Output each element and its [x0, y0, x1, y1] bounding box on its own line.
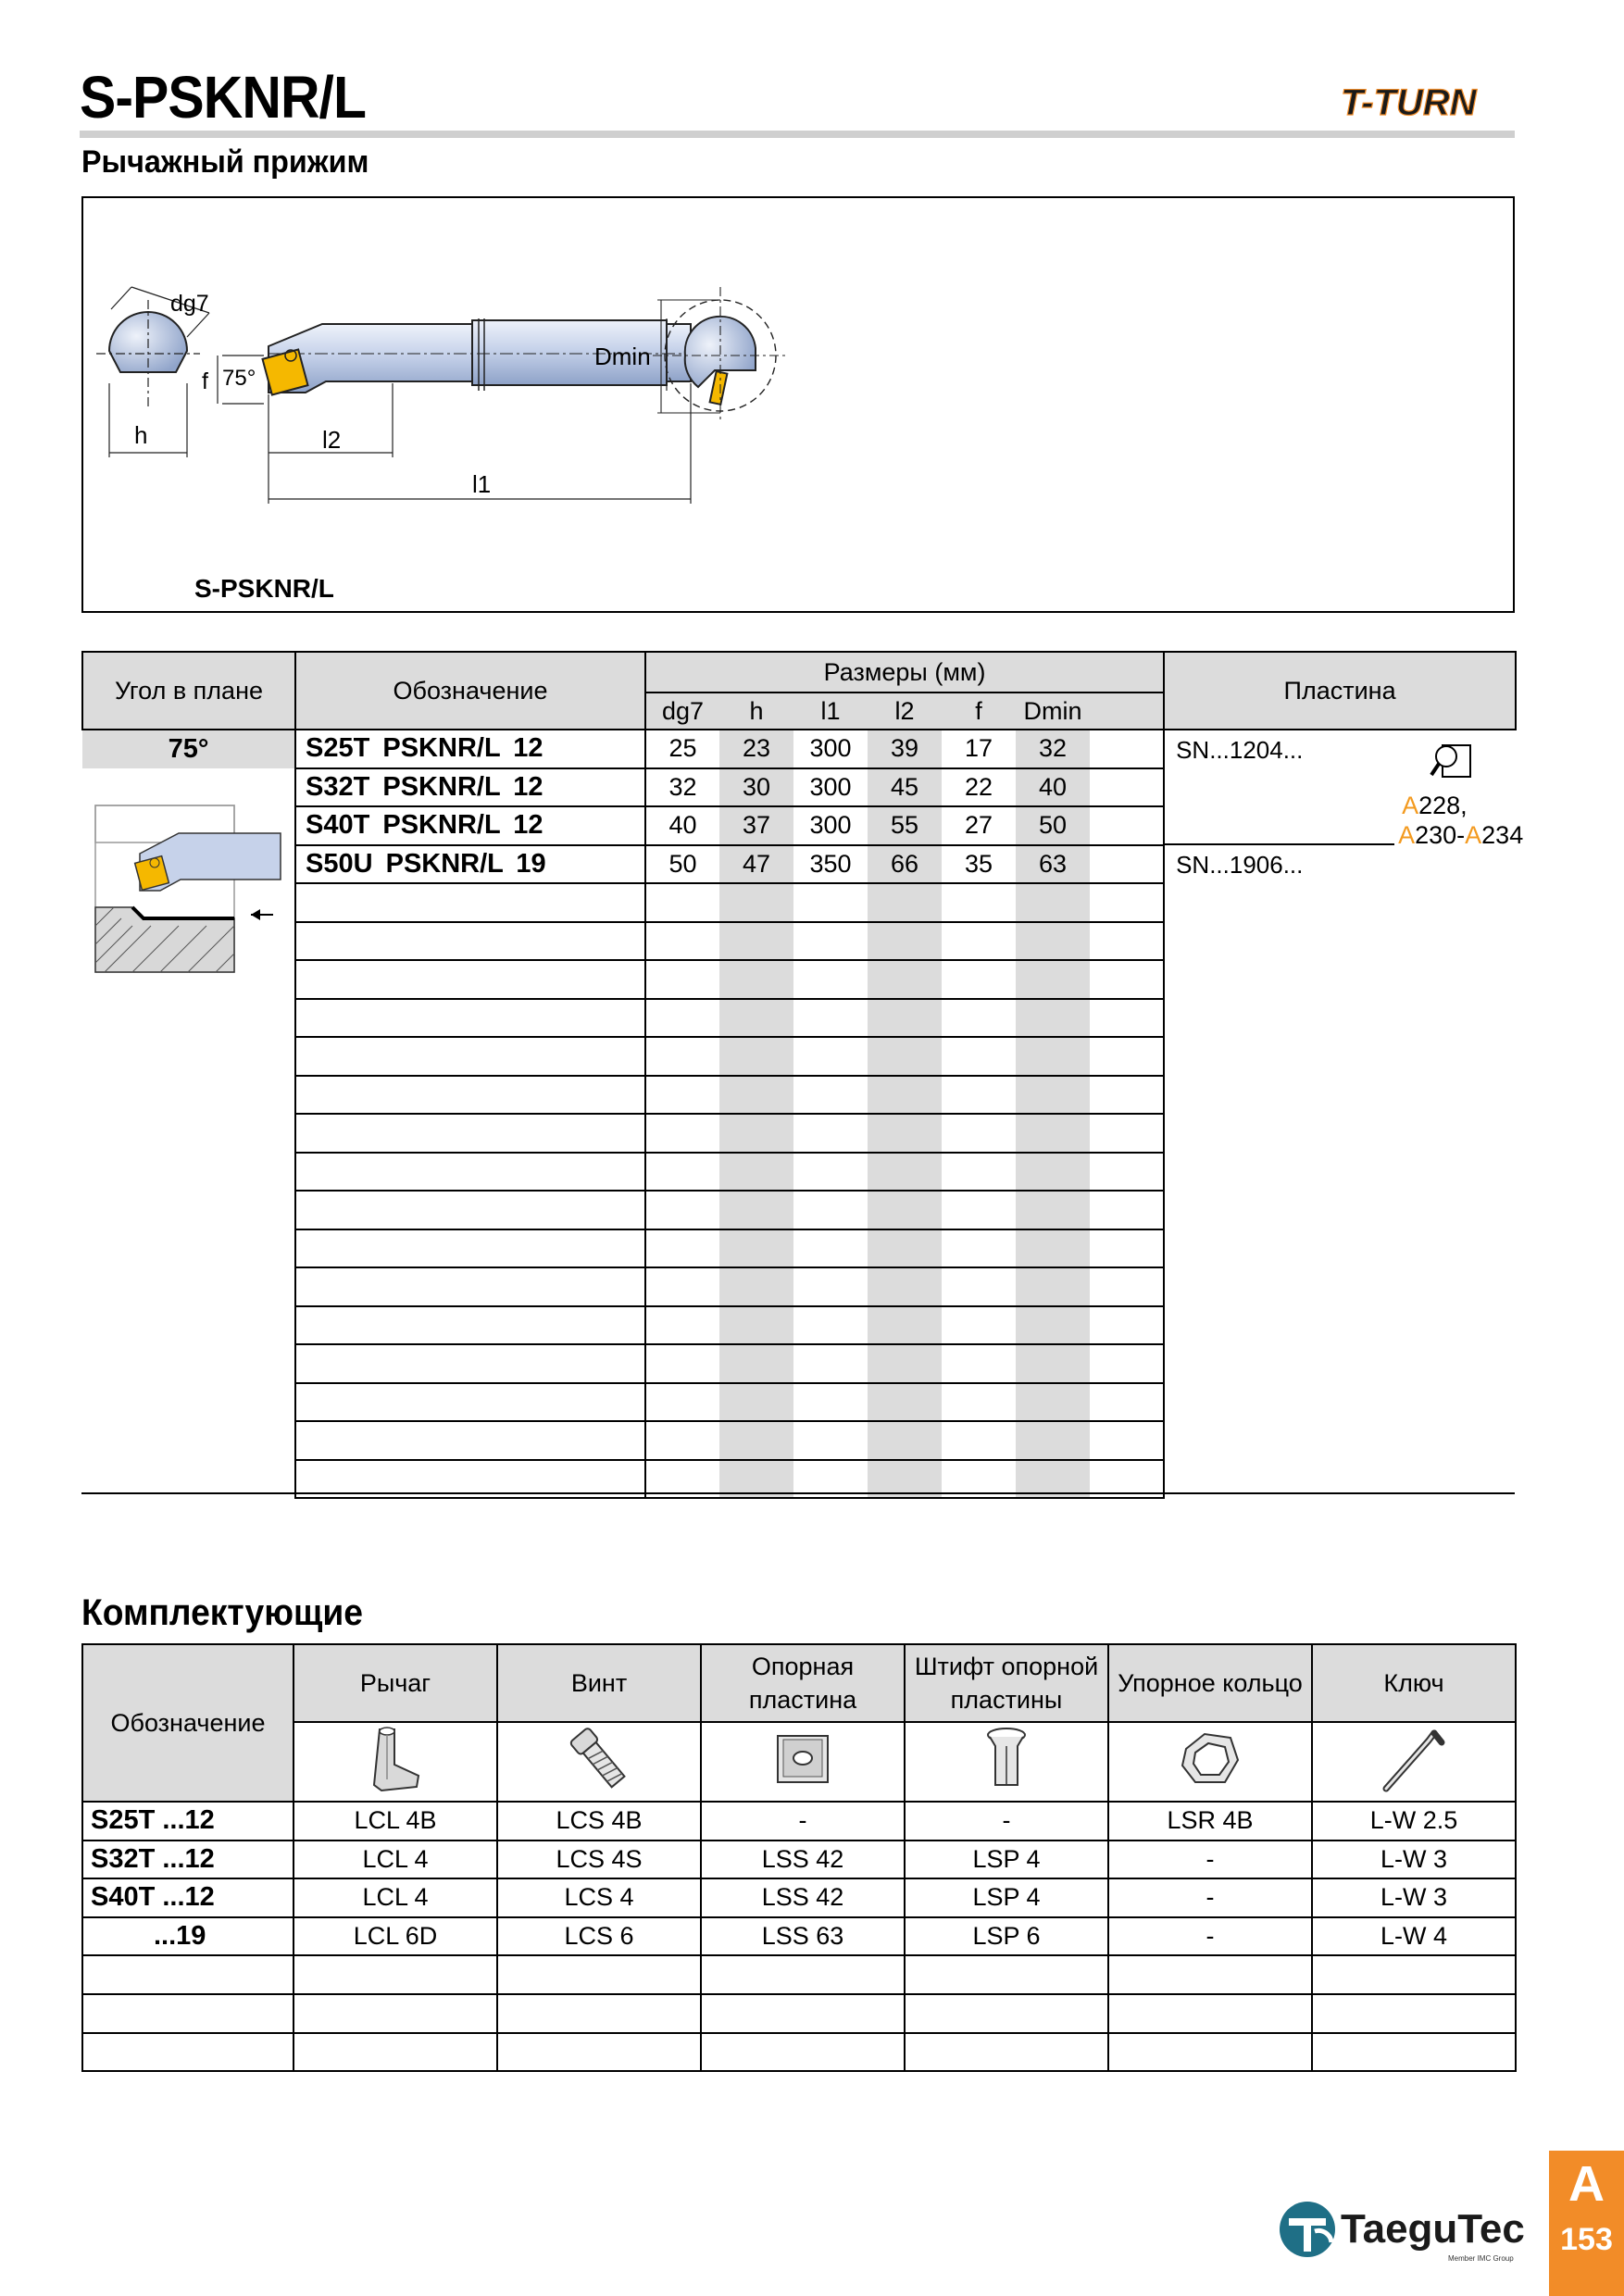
acc-row-empty: [82, 1994, 1516, 2033]
cell-empty: [645, 883, 719, 922]
header-dmin: Dmin: [1016, 693, 1090, 730]
row-code: S25T PSKNR/L 12: [295, 730, 645, 768]
acc-cell-empty: [82, 1955, 294, 1994]
cell-empty: [1090, 1344, 1164, 1383]
header-angle: Угол в плане: [82, 652, 295, 730]
tool-drawing: [83, 198, 1517, 615]
shim-icon: [770, 1727, 835, 1791]
cell-l2: 66: [868, 845, 942, 884]
acc-code: S25T ...12: [82, 1802, 294, 1841]
cell-empty: [1016, 1153, 1090, 1192]
acc-cell-empty: [82, 1994, 294, 2033]
insert-ref-1: [1402, 792, 1468, 820]
row-code: [295, 1306, 645, 1345]
taegutec-logo-sub: Member IMC Group: [1448, 2254, 1514, 2263]
cell-empty: [942, 1114, 1016, 1153]
cell-empty: [1090, 1267, 1164, 1306]
tool-diagram: [81, 196, 1515, 613]
cell-empty: [645, 922, 719, 961]
label-f: f: [202, 368, 208, 394]
cell-empty: [645, 1114, 719, 1153]
cell-empty: [1090, 922, 1164, 961]
row-code: [295, 999, 645, 1038]
ref-page: 234: [1481, 821, 1524, 849]
cell-empty: [868, 1076, 942, 1115]
acc-cell-empty: [294, 2033, 497, 2072]
cell-dg7: 50: [645, 845, 719, 884]
cell-l1: 350: [793, 845, 868, 884]
ref-prefix: A: [1398, 821, 1416, 849]
screw-icon-cell: [497, 1722, 701, 1802]
cell-empty: [868, 883, 942, 922]
label-l2: l2: [322, 426, 342, 454]
pin-icon-cell: [905, 1722, 1108, 1802]
header-h: h: [719, 693, 793, 730]
acc-lever: LCL 4: [294, 1841, 497, 1879]
ref-prefix: A: [1465, 821, 1482, 849]
cell-spacer: [1090, 768, 1164, 807]
acc-cell-empty: [1108, 1994, 1312, 2033]
cell-empty: [1090, 1191, 1164, 1229]
catalog-reference-icon: [1430, 740, 1474, 780]
cell-empty: [942, 960, 1016, 999]
label-angle: 75°: [222, 366, 256, 391]
ref-page: 228,: [1418, 792, 1468, 819]
cell-empty: [1016, 922, 1090, 961]
header-designation: Обозначение: [295, 652, 645, 730]
row-code: [295, 1421, 645, 1460]
cell-empty: [793, 999, 868, 1038]
cell-empty: [942, 1076, 1016, 1115]
acc-code: S32T ...12: [82, 1841, 294, 1879]
cell-empty: [1016, 960, 1090, 999]
acc-cell-empty: [497, 1955, 701, 1994]
row-code: [295, 1153, 645, 1192]
cell-empty: [1090, 1037, 1164, 1076]
header-rule: [80, 131, 1515, 138]
cell-spacer: [1090, 845, 1164, 884]
accessories-title: Комплектующие: [81, 1592, 363, 1633]
acc-cell-empty: [701, 2033, 905, 2072]
cell-f: 35: [942, 845, 1016, 884]
acc-ring: -: [1108, 1841, 1312, 1879]
label-l1: l1: [472, 470, 492, 498]
brand-logo-text: T-TURN: [1341, 82, 1477, 123]
cell-empty: [719, 1421, 793, 1460]
cell-empty: [868, 1306, 942, 1345]
row-code: S50U PSKNR/L 19: [295, 845, 645, 884]
cell-empty: [1016, 1421, 1090, 1460]
cell-empty: [942, 883, 1016, 922]
cell-empty: [719, 1076, 793, 1115]
cell-empty: [645, 1229, 719, 1268]
cell-empty: [645, 1306, 719, 1345]
row-code: [295, 1344, 645, 1383]
row-code: [295, 1229, 645, 1268]
acc-shim: LSS 42: [701, 1841, 905, 1879]
cell-empty: [1090, 1076, 1164, 1115]
cell-empty: [719, 1383, 793, 1422]
acc-cell-empty: [1312, 1955, 1516, 1994]
acc-cell-empty: [905, 1994, 1108, 2033]
hex-key-icon: [1377, 1724, 1451, 1794]
cell-empty: [1090, 1383, 1164, 1422]
acc-header-screw: Винт: [497, 1644, 701, 1722]
cell-empty: [1016, 1306, 1090, 1345]
cell-empty: [719, 922, 793, 961]
acc-header-pin: [905, 1644, 1108, 1722]
acc-pin: -: [905, 1802, 1108, 1841]
cell-empty: [645, 1344, 719, 1383]
cell-empty: [1090, 1229, 1164, 1268]
cell-empty: [942, 1306, 1016, 1345]
insert-ref-2: [1398, 821, 1523, 850]
acc-lever: LCL 6D: [294, 1917, 497, 1956]
cell-empty: [719, 999, 793, 1038]
cell-empty: [793, 1153, 868, 1192]
cell-empty: [1016, 999, 1090, 1038]
cell-empty: [942, 1421, 1016, 1460]
acc-header-shim-line2: пластина: [748, 1686, 857, 1714]
acc-header-pin-line1: Штифт опорной: [914, 1653, 1099, 1680]
cell-empty: [1090, 999, 1164, 1038]
shim-icon-cell: [701, 1722, 905, 1802]
insert-group-2: SN...1906...: [1176, 851, 1304, 879]
cell-empty: [1090, 960, 1164, 999]
cell-empty: [868, 960, 942, 999]
stop-ring-icon: [1173, 1727, 1247, 1791]
cell-empty: [719, 1191, 793, 1229]
acc-code: ...19: [82, 1917, 294, 1956]
acc-cell-empty: [1108, 2033, 1312, 2072]
shim-pin-icon: [979, 1724, 1034, 1794]
cell-empty: [1016, 1037, 1090, 1076]
row-code: S32T PSKNR/L 12: [295, 768, 645, 807]
cell-empty: [1090, 1153, 1164, 1192]
acc-ring: LSR 4B: [1108, 1802, 1312, 1841]
cell-empty: [942, 1229, 1016, 1268]
cell-empty: [719, 1153, 793, 1192]
cell-empty: [793, 1191, 868, 1229]
acc-shim: -: [701, 1802, 905, 1841]
cell-empty: [1090, 1114, 1164, 1153]
acc-pin: LSP 6: [905, 1917, 1108, 1956]
acc-cell-empty: [294, 1955, 497, 1994]
acc-cell-empty: [701, 1994, 905, 2033]
cell-empty: [1016, 1267, 1090, 1306]
cell-empty: [868, 1229, 942, 1268]
ref-page: 230-: [1415, 821, 1466, 849]
cell-empty: [942, 1267, 1016, 1306]
header-insert: Пластина: [1164, 652, 1516, 730]
cell-empty: [1016, 883, 1090, 922]
cell-empty: [1016, 1229, 1090, 1268]
cell-empty: [719, 1037, 793, 1076]
cell-empty: [868, 999, 942, 1038]
cell-empty: [645, 1421, 719, 1460]
row-code: [295, 1076, 645, 1115]
angle-value: 75°: [82, 730, 294, 768]
cell-dg7: 40: [645, 806, 719, 845]
row-code: [295, 1037, 645, 1076]
acc-key: L-W 4: [1312, 1917, 1516, 1956]
label-h: h: [134, 421, 148, 449]
cell-empty: [868, 1191, 942, 1229]
acc-cell-empty: [82, 2033, 294, 2072]
header-dg7: dg7: [645, 693, 719, 730]
cell-empty: [942, 999, 1016, 1038]
acc-key: L-W 3: [1312, 1878, 1516, 1917]
cell-empty: [719, 960, 793, 999]
acc-header-key: Ключ: [1312, 1644, 1516, 1722]
acc-header-pin-line2: пластины: [950, 1686, 1063, 1714]
cell-l1: 300: [793, 806, 868, 845]
acc-lever: LCL 4: [294, 1878, 497, 1917]
cell-empty: [942, 1383, 1016, 1422]
cell-empty: [868, 1421, 942, 1460]
acc-header-shim: [701, 1644, 905, 1722]
taegutec-logo: [1276, 2196, 1525, 2266]
cell-empty: [645, 1191, 719, 1229]
screw-icon: [557, 1724, 641, 1794]
acc-key: L-W 2.5: [1312, 1802, 1516, 1841]
cell-empty: [719, 1114, 793, 1153]
table-row: [82, 730, 1516, 768]
acc-header-designation: Обозначение: [82, 1644, 294, 1802]
cell-empty: [942, 1153, 1016, 1192]
cell-empty: [1016, 1383, 1090, 1422]
acc-row-empty: [82, 1955, 1516, 1994]
cell-empty: [1090, 883, 1164, 922]
cell-empty: [645, 1037, 719, 1076]
acc-header-shim-line1: Опорная: [751, 1653, 855, 1680]
header-spacer: [1090, 693, 1164, 730]
ref-prefix: A: [1402, 792, 1419, 819]
cell-empty: [942, 1191, 1016, 1229]
acc-cell-empty: [294, 1994, 497, 2033]
cell-empty: [868, 1344, 942, 1383]
cell-empty: [793, 883, 868, 922]
acc-header-ring: Упорное кольцо: [1108, 1644, 1312, 1722]
cell-empty: [645, 1267, 719, 1306]
header-l1: l1: [793, 693, 868, 730]
lever-icon: [363, 1724, 428, 1794]
acc-ring: -: [1108, 1878, 1312, 1917]
cell-empty: [868, 1383, 942, 1422]
cell-empty: [793, 1421, 868, 1460]
label-dmin: Dmin: [594, 343, 651, 370]
page-subtitle: Рычажный прижим: [81, 144, 369, 180]
diagram-caption: S-PSKNR/L: [194, 574, 334, 603]
cell-empty: [868, 922, 942, 961]
cell-empty: [942, 922, 1016, 961]
acc-key: L-W 3: [1312, 1841, 1516, 1879]
page-number: 153: [1560, 2222, 1613, 2257]
row-code: [295, 1114, 645, 1153]
cell-empty: [719, 1267, 793, 1306]
acc-cell-empty: [701, 1955, 905, 1994]
cell-empty: [793, 1076, 868, 1115]
cell-empty: [719, 1344, 793, 1383]
cell-l2: 39: [868, 730, 942, 768]
accessories-table: [81, 1643, 1517, 2072]
acc-screw: LCS 6: [497, 1917, 701, 1956]
cell-h: 37: [719, 806, 793, 845]
insert-divider: [1165, 843, 1394, 845]
cell-empty: [868, 1267, 942, 1306]
cell-empty: [645, 1383, 719, 1422]
cell-empty: [868, 1153, 942, 1192]
acc-screw: LCS 4S: [497, 1841, 701, 1879]
acc-cell-empty: [905, 2033, 1108, 2072]
brand-logo: [1339, 74, 1515, 130]
cell-spacer: [1090, 730, 1164, 768]
page-title: S-PSKNR/L: [80, 64, 367, 131]
cell-h: 30: [719, 768, 793, 807]
cell-spacer: [1090, 806, 1164, 845]
acc-row: [82, 1802, 1516, 1841]
cell-empty: [942, 1344, 1016, 1383]
cell-h: 23: [719, 730, 793, 768]
acc-row-empty: [82, 2033, 1516, 2072]
table-bottom-rule: [81, 1492, 1515, 1494]
row-code: [295, 883, 645, 922]
row-code: [295, 1191, 645, 1229]
header-dimensions: Размеры (мм): [645, 652, 1164, 693]
cell-l2: 55: [868, 806, 942, 845]
boring-operation-icon: [95, 805, 281, 972]
section-letter: A: [1568, 2156, 1605, 2212]
cell-dg7: 25: [645, 730, 719, 768]
acc-pin: LSP 4: [905, 1841, 1108, 1879]
cell-l2: 45: [868, 768, 942, 807]
cell-empty: [793, 1344, 868, 1383]
insert-group-1: SN...1204...: [1176, 736, 1304, 764]
cell-empty: [719, 1229, 793, 1268]
cell-l1: 300: [793, 730, 868, 768]
cell-empty: [793, 1383, 868, 1422]
row-code: [295, 1267, 645, 1306]
acc-code: S40T ...12: [82, 1878, 294, 1917]
cell-empty: [1016, 1344, 1090, 1383]
acc-ring: -: [1108, 1917, 1312, 1956]
cell-empty: [793, 1037, 868, 1076]
cell-dmin: 50: [1016, 806, 1090, 845]
acc-cell-empty: [1108, 1955, 1312, 1994]
acc-screw: LCS 4B: [497, 1802, 701, 1841]
cell-l1: 300: [793, 768, 868, 807]
key-icon-cell: [1312, 1722, 1516, 1802]
acc-screw: LCS 4: [497, 1878, 701, 1917]
cell-empty: [1016, 1076, 1090, 1115]
acc-cell-empty: [497, 1994, 701, 2033]
cell-f: 17: [942, 730, 1016, 768]
cell-empty: [645, 960, 719, 999]
lever-icon-cell: [294, 1722, 497, 1802]
header-l2: l2: [868, 693, 942, 730]
page-tab: [1549, 2151, 1624, 2296]
row-code: S40T PSKNR/L 12: [295, 806, 645, 845]
cell-empty: [942, 1037, 1016, 1076]
header-f: f: [942, 693, 1016, 730]
cell-h: 47: [719, 845, 793, 884]
acc-lever: LCL 4B: [294, 1802, 497, 1841]
dimensions-table: [81, 651, 1524, 1499]
cell-empty: [1016, 1191, 1090, 1229]
acc-row: [82, 1917, 1516, 1956]
cell-empty: [793, 960, 868, 999]
cell-empty: [793, 1267, 868, 1306]
cell-empty: [1090, 1421, 1164, 1460]
cell-empty: [645, 1076, 719, 1115]
acc-row: [82, 1841, 1516, 1879]
cell-f: 22: [942, 768, 1016, 807]
cell-dmin: 40: [1016, 768, 1090, 807]
taegutec-logo-text: TaeguTec: [1341, 2206, 1525, 2252]
acc-row: [82, 1878, 1516, 1917]
cell-empty: [645, 999, 719, 1038]
cell-empty: [719, 883, 793, 922]
cell-empty: [793, 1114, 868, 1153]
cell-dg7: 32: [645, 768, 719, 807]
acc-shim: LSS 42: [701, 1878, 905, 1917]
insert-cell: [1164, 730, 1524, 1498]
row-code: [295, 960, 645, 999]
cell-empty: [793, 922, 868, 961]
row-code: [295, 1383, 645, 1422]
cell-dmin: 32: [1016, 730, 1090, 768]
label-dg7: dg7: [170, 291, 209, 317]
cell-empty: [793, 1306, 868, 1345]
acc-header-lever: Рычаг: [294, 1644, 497, 1722]
ring-icon-cell: [1108, 1722, 1312, 1802]
cell-empty: [868, 1114, 942, 1153]
cell-empty: [1090, 1306, 1164, 1345]
acc-cell-empty: [905, 1955, 1108, 1994]
cell-empty: [868, 1037, 942, 1076]
cell-empty: [719, 1306, 793, 1345]
cell-empty: [1016, 1114, 1090, 1153]
acc-cell-empty: [1312, 2033, 1516, 2072]
cell-empty: [793, 1229, 868, 1268]
cell-dmin: 63: [1016, 845, 1090, 884]
acc-cell-empty: [497, 2033, 701, 2072]
angle-cell: [82, 730, 295, 1498]
row-code: [295, 922, 645, 961]
cell-empty: [645, 1153, 719, 1192]
acc-shim: LSS 63: [701, 1917, 905, 1956]
acc-cell-empty: [1312, 1994, 1516, 2033]
acc-pin: LSP 4: [905, 1878, 1108, 1917]
cell-f: 27: [942, 806, 1016, 845]
